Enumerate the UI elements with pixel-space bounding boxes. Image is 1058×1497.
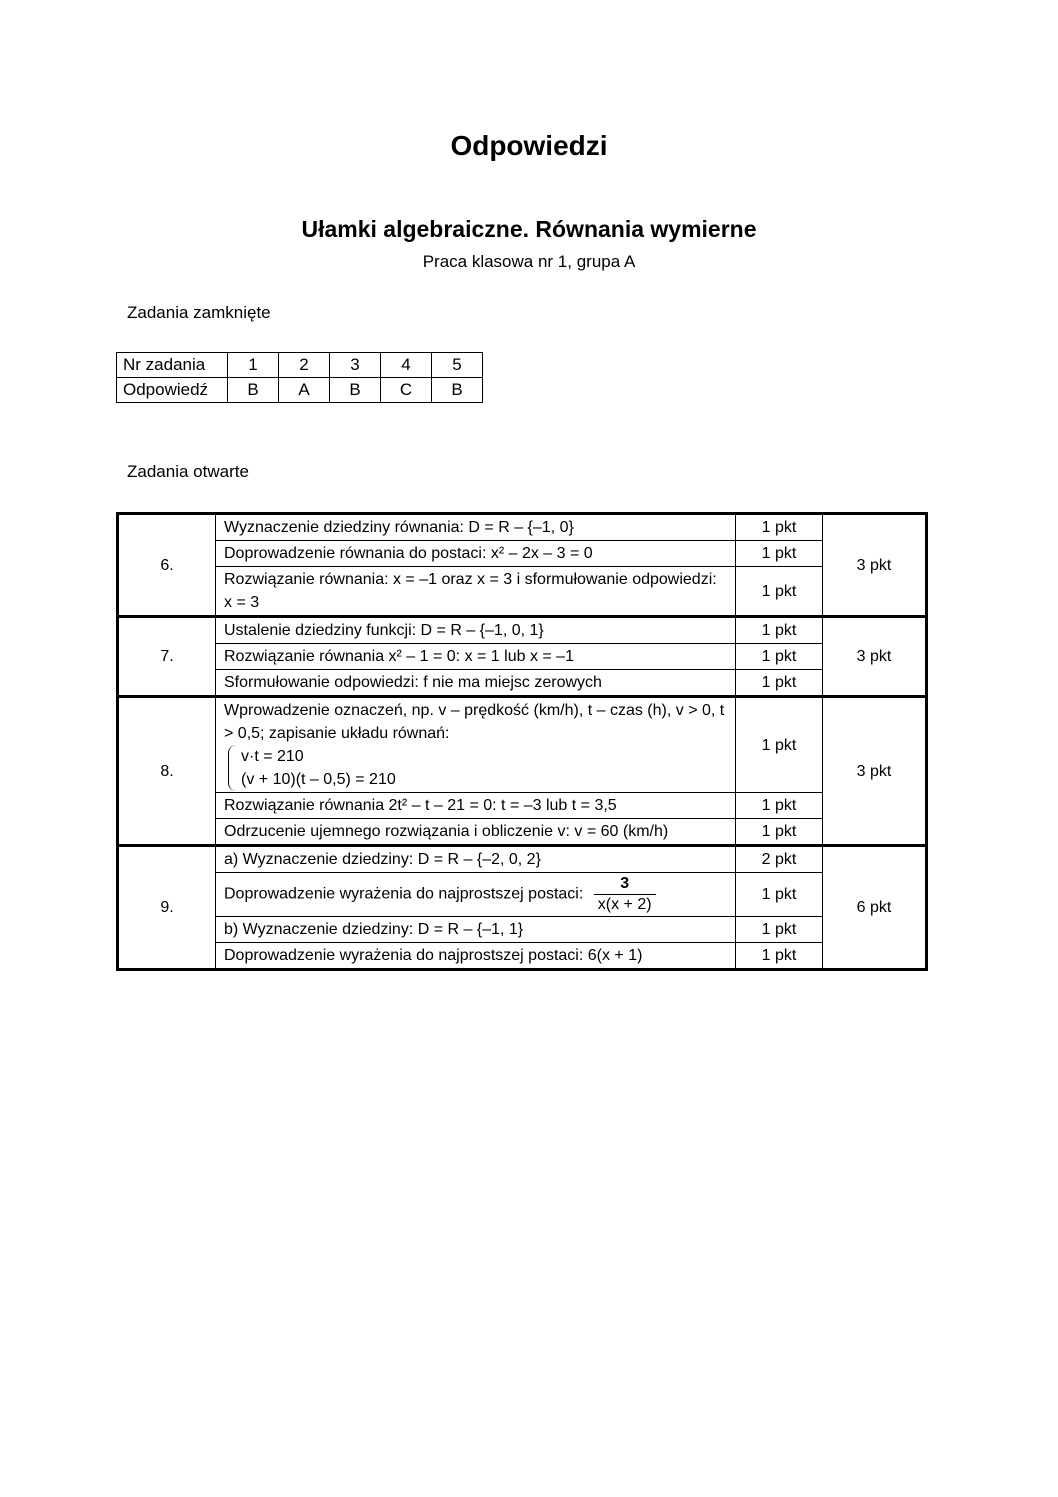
table-row	[118, 567, 927, 617]
task-number: 9.	[118, 846, 216, 970]
criterion-points: 1 pkt	[736, 697, 823, 793]
table-row	[117, 353, 483, 378]
table-row	[118, 697, 927, 793]
criterion-text: Doprowadzenie równania do postaci: x² – 2x – 3 = 0	[216, 541, 736, 567]
fraction-numerator: 3	[594, 874, 656, 895]
table-row	[118, 670, 927, 697]
criterion-points: 1 pkt	[736, 917, 823, 943]
task-number-cell: 1	[228, 353, 279, 378]
answer-cell: C	[381, 378, 432, 403]
criterion-text: Rozwiązanie równania: x = –1 oraz x = 3 i sformułowanie odpowiedzi: x = 3	[216, 567, 736, 617]
page-title: Odpowiedzi	[450, 130, 608, 161]
table-row	[117, 378, 483, 403]
closed-tasks-label: Zadania zamknięte	[127, 303, 271, 322]
table-row	[118, 514, 927, 541]
brace-symbol	[228, 745, 237, 791]
task-total: 3 pkt	[823, 514, 927, 617]
criterion-text: Rozwiązanie równania 2t² – t – 21 = 0: t = –3 lub t = 3,5	[216, 793, 736, 819]
task-total: 3 pkt	[823, 697, 927, 846]
closed-answers-table	[116, 352, 483, 403]
task-number-cell: 2	[279, 353, 330, 378]
criterion-points: 1 pkt	[736, 670, 823, 697]
open-tasks-label: Zadania otwarte	[127, 462, 249, 481]
fraction	[594, 874, 656, 915]
criterion-text: Wyznaczenie dziedziny równania: D = R – {–1, 0}	[216, 514, 736, 541]
equation-line: (v + 10)(t – 0,5) = 210	[241, 771, 396, 788]
criterion-points: 1 pkt	[736, 644, 823, 670]
open-tasks-table	[116, 512, 928, 971]
table-row	[118, 873, 927, 917]
criterion-points: 1 pkt	[736, 514, 823, 541]
criterion-cell	[216, 697, 736, 793]
table-row	[118, 819, 927, 846]
criterion-points: 1 pkt	[736, 793, 823, 819]
criterion-points: 1 pkt	[736, 819, 823, 846]
row-header: Odpowiedź	[117, 378, 228, 403]
criterion-text: Doprowadzenie wyrażenia do najprostszej postaci:	[224, 885, 584, 903]
criterion-text: Sformułowanie odpowiedzi: f nie ma miejsc zerowych	[216, 670, 736, 697]
answer-cell: A	[279, 378, 330, 403]
criterion-points: 1 pkt	[736, 873, 823, 917]
task-number: 7.	[118, 617, 216, 697]
criterion-cell	[216, 873, 736, 917]
criterion-points: 1 pkt	[736, 617, 823, 644]
task-number-cell: 5	[432, 353, 483, 378]
task-number: 8.	[118, 697, 216, 846]
criterion-text: Wprowadzenie oznaczeń, np. v – prędkość (km/h), t – czas (h), v > 0, t > 0,5; zapisanie układu równań:	[224, 702, 725, 742]
criterion-text: Odrzucenie ujemnego rozwiązania i obliczenie v: v = 60 (km/h)	[216, 819, 736, 846]
table-row	[118, 943, 927, 970]
criterion-points: 1 pkt	[736, 541, 823, 567]
equation-line: v·t = 210	[241, 748, 304, 765]
equation-system	[228, 745, 727, 791]
table-row	[118, 793, 927, 819]
test-info: Praca klasowa nr 1, grupa A	[422, 252, 636, 271]
criterion-text: a) Wyznaczenie dziedziny: D = R – {–2, 0, 2}	[216, 846, 736, 873]
task-total: 6 pkt	[823, 846, 927, 970]
page-subtitle: Ułamki algebraiczne. Równania wymierne	[301, 216, 757, 242]
answer-cell: B	[330, 378, 381, 403]
fraction-denominator: x(x + 2)	[597, 896, 652, 913]
criterion-text: b) Wyznaczenie dziedziny: D = R – {–1, 1}	[216, 917, 736, 943]
criterion-text: Rozwiązanie równania x² – 1 = 0: x = 1 lub x = –1	[216, 644, 736, 670]
task-number-cell: 3	[330, 353, 381, 378]
criterion-points: 1 pkt	[736, 943, 823, 970]
task-number-cell: 4	[381, 353, 432, 378]
table-row	[118, 617, 927, 644]
table-row	[118, 846, 927, 873]
criterion-text: Doprowadzenie wyrażenia do najprostszej postaci: 6(x + 1)	[216, 943, 736, 970]
criterion-text: Ustalenie dziedziny funkcji: D = R – {–1, 0, 1}	[216, 617, 736, 644]
row-header: Nr zadania	[117, 353, 228, 378]
answer-cell: B	[432, 378, 483, 403]
answer-cell: B	[228, 378, 279, 403]
task-total: 3 pkt	[823, 617, 927, 697]
table-row	[118, 917, 927, 943]
criterion-points: 1 pkt	[736, 567, 823, 617]
criterion-points: 2 pkt	[736, 846, 823, 873]
table-row	[118, 644, 927, 670]
task-number: 6.	[118, 514, 216, 617]
table-row	[118, 541, 927, 567]
